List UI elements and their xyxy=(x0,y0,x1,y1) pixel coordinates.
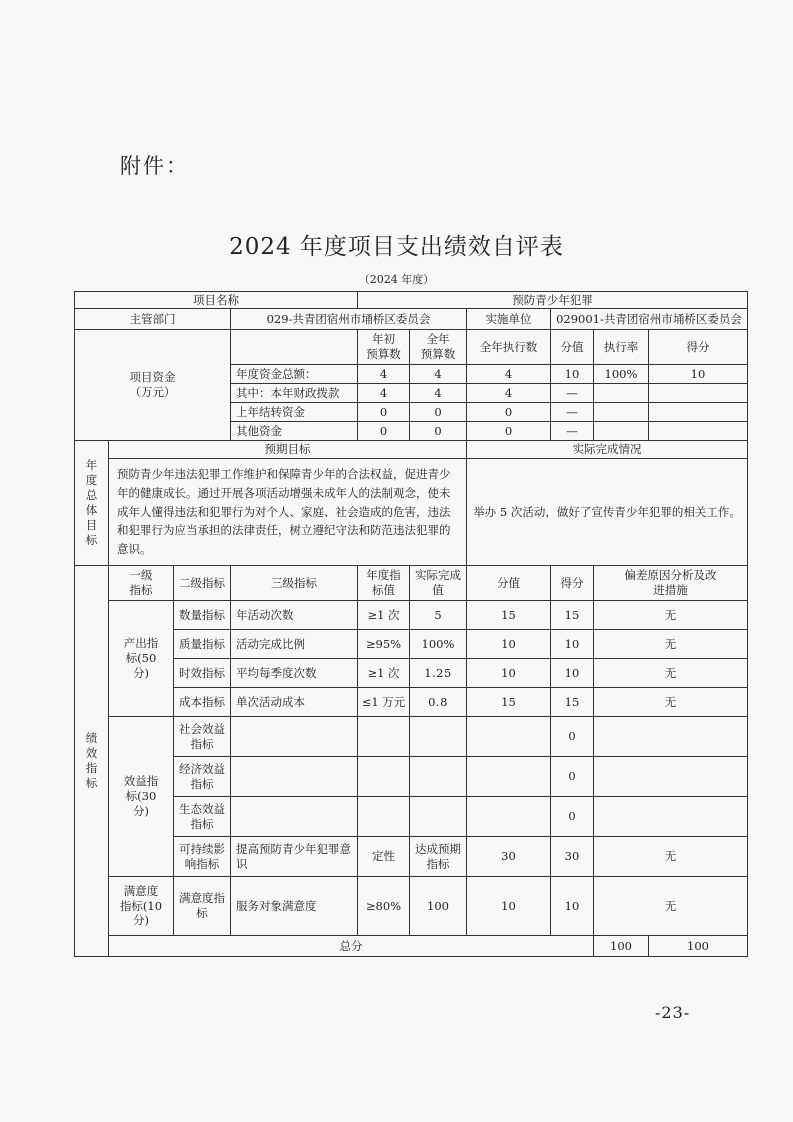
indicator-header-deviation: 偏差原因分析及改 进措施 xyxy=(594,566,748,601)
dept-value: 029-共青团宿州市埇桥区委员会 xyxy=(231,309,467,330)
indicator-header-l1: 一级 指标 xyxy=(109,566,174,601)
indicator-score-val: 10 xyxy=(467,877,551,936)
indicator-score-val xyxy=(467,717,551,757)
indicator-l3 xyxy=(231,797,358,837)
indicator-header-actual: 实际完成值 xyxy=(410,566,467,601)
expected-goal-text: 预防青少年违法犯罪工作维护和保障青少年的合法权益，促进青少年的健康成长。通过开展各项活动增强未成年人的法制观念，使未成年人懂得违法和犯罪行为对个人、家庭、社会造成的危害，违法和犯罪行为应当承担的法律责任，树立遵纪守法和防范违法犯罪的意识。 xyxy=(109,459,467,566)
funds-row-exec: 4 xyxy=(467,384,551,403)
indicator-l3: 服务对象满意度 xyxy=(231,877,358,936)
funds-row-name: 其他资金 xyxy=(231,422,358,441)
page-title: 2024 年度项目支出绩效自评表 xyxy=(229,234,564,260)
funds-row-score-val: — xyxy=(551,384,594,403)
funds-row-rate xyxy=(594,422,649,441)
funds-label: 项目资金 （万元） xyxy=(75,330,231,441)
indicator-score-val: 30 xyxy=(467,837,551,877)
funds-row-rate: 100% xyxy=(594,365,649,384)
indicator-actual xyxy=(410,717,467,757)
total-label: 总分 xyxy=(109,936,594,957)
indicator-target: ≤1 万元 xyxy=(358,688,410,717)
funds-row-score xyxy=(649,384,748,403)
indicator-l3 xyxy=(231,757,358,797)
indicator-target xyxy=(358,757,410,797)
indicator-score: 30 xyxy=(551,837,594,877)
indicator-target: ≥80% xyxy=(358,877,410,936)
indicator-deviation xyxy=(594,717,748,757)
funds-row-name: 其中：本年财政拨款 xyxy=(231,384,358,403)
page-subtitle: （2024 年度） xyxy=(358,273,435,286)
indicator-score: 0 xyxy=(551,797,594,837)
indicator-target: ≥1 次 xyxy=(358,659,410,688)
indicator-actual: 达成预期指标 xyxy=(410,837,467,877)
indicator-actual: 5 xyxy=(410,601,467,630)
total-score-val: 100 xyxy=(594,936,649,957)
indicator-l3: 提高预防青少年犯罪意识 xyxy=(231,837,358,877)
funds-header-initial: 年初 预算数 xyxy=(358,330,410,365)
indicators-label: 绩 效 指 标 xyxy=(75,566,109,957)
funds-row-initial: 4 xyxy=(358,384,410,403)
funds-header-blank xyxy=(231,330,358,365)
unit-value: 029001-共青团宿州市埇桥区委员会 xyxy=(551,309,748,330)
funds-row-name: 年度资金总额： xyxy=(231,365,358,384)
indicator-l2: 数量指标 xyxy=(174,601,231,630)
funds-row-rate xyxy=(594,403,649,422)
indicator-deviation: 无 xyxy=(594,630,748,659)
indicator-score: 10 xyxy=(551,659,594,688)
indicator-target xyxy=(358,717,410,757)
output-indicator-label: 产出指 标(50 分) xyxy=(109,601,174,717)
indicator-l2: 成本指标 xyxy=(174,688,231,717)
indicator-l3: 单次活动成本 xyxy=(231,688,358,717)
indicator-score: 10 xyxy=(551,877,594,936)
funds-row-name: 上年结转资金 xyxy=(231,403,358,422)
funds-header-full: 全年 预算数 xyxy=(410,330,467,365)
total-score: 100 xyxy=(649,936,748,957)
funds-header-rate: 执行率 xyxy=(594,330,649,365)
indicator-l2: 满意度指 标 xyxy=(174,877,231,936)
funds-row-exec: 4 xyxy=(467,365,551,384)
indicator-score-val xyxy=(467,797,551,837)
funds-row-exec: 0 xyxy=(467,422,551,441)
indicator-header-l2: 二级指标 xyxy=(174,566,231,601)
indicator-score: 0 xyxy=(551,717,594,757)
indicator-l2: 可持续影 响指标 xyxy=(174,837,231,877)
expected-goal-header: 预期目标 xyxy=(109,441,467,459)
indicator-score-val: 15 xyxy=(467,601,551,630)
indicator-actual xyxy=(410,797,467,837)
indicator-header-target: 年度指 标值 xyxy=(358,566,410,601)
indicator-deviation: 无 xyxy=(594,877,748,936)
indicator-l2: 时效指标 xyxy=(174,659,231,688)
unit-label: 实施单位 xyxy=(467,309,551,330)
satisfaction-indicator-label: 满意度 指标(10 分) xyxy=(109,877,174,936)
funds-row-score: 10 xyxy=(649,365,748,384)
indicator-deviation: 无 xyxy=(594,601,748,630)
funds-row-score-val: — xyxy=(551,422,594,441)
funds-row-initial: 4 xyxy=(358,365,410,384)
actual-result-text: 举办 5 次活动，做好了宣传青少年犯罪的相关工作。 xyxy=(467,459,748,566)
indicator-actual: 0.8 xyxy=(410,688,467,717)
funds-header-score: 得分 xyxy=(649,330,748,365)
funds-row-full: 0 xyxy=(410,422,467,441)
goals-label: 年 度 总 体 目 标 xyxy=(75,441,109,566)
attachment-label: 附件： xyxy=(120,154,189,178)
funds-row-full: 0 xyxy=(410,403,467,422)
indicator-score-val xyxy=(467,757,551,797)
indicator-score: 15 xyxy=(551,601,594,630)
indicator-deviation xyxy=(594,797,748,837)
indicator-deviation xyxy=(594,757,748,797)
funds-row-full: 4 xyxy=(410,384,467,403)
funds-row-score xyxy=(649,403,748,422)
indicator-deviation: 无 xyxy=(594,837,748,877)
indicator-actual xyxy=(410,757,467,797)
funds-row-score xyxy=(649,422,748,441)
dept-label: 主管部门 xyxy=(75,309,231,330)
indicator-score: 15 xyxy=(551,688,594,717)
indicator-l3: 活动完成比例 xyxy=(231,630,358,659)
indicator-target: 定性 xyxy=(358,837,410,877)
performance-table xyxy=(74,291,748,957)
indicator-header-score: 得分 xyxy=(551,566,594,601)
indicator-actual: 100 xyxy=(410,877,467,936)
indicator-target: ≥95% xyxy=(358,630,410,659)
funds-row-exec: 0 xyxy=(467,403,551,422)
indicator-score: 10 xyxy=(551,630,594,659)
indicator-l3 xyxy=(231,717,358,757)
indicator-actual: 100% xyxy=(410,630,467,659)
benefit-indicator-label: 效益指 标(30 分) xyxy=(109,717,174,877)
indicator-l3: 年活动次数 xyxy=(231,601,358,630)
indicator-score-val: 10 xyxy=(467,659,551,688)
indicator-target: ≥1 次 xyxy=(358,601,410,630)
indicator-l3: 平均每季度次数 xyxy=(231,659,358,688)
funds-row-rate xyxy=(594,384,649,403)
funds-row-initial: 0 xyxy=(358,422,410,441)
indicator-header-score-val: 分值 xyxy=(467,566,551,601)
funds-row-score-val: — xyxy=(551,403,594,422)
indicator-score-val: 15 xyxy=(467,688,551,717)
funds-header-score-val: 分值 xyxy=(551,330,594,365)
indicator-deviation: 无 xyxy=(594,688,748,717)
project-name: 预防青少年犯罪 xyxy=(358,292,748,309)
funds-header-exec: 全年执行数 xyxy=(467,330,551,365)
indicator-deviation: 无 xyxy=(594,659,748,688)
indicator-target xyxy=(358,797,410,837)
indicator-actual: 1.25 xyxy=(410,659,467,688)
funds-row-score-val: 10 xyxy=(551,365,594,384)
actual-result-header: 实际完成情况 xyxy=(467,441,748,459)
indicator-l2: 生态效益 指标 xyxy=(174,797,231,837)
indicator-score-val: 10 xyxy=(467,630,551,659)
indicator-score: 0 xyxy=(551,757,594,797)
page-number: -23- xyxy=(655,1003,691,1022)
indicator-l2: 经济效益 指标 xyxy=(174,757,231,797)
indicator-l2: 质量指标 xyxy=(174,630,231,659)
indicator-l2: 社会效益 指标 xyxy=(174,717,231,757)
funds-row-full: 4 xyxy=(410,365,467,384)
funds-row-initial: 0 xyxy=(358,403,410,422)
project-name-label: 项目名称 xyxy=(75,292,358,309)
indicator-header-l3: 三级指标 xyxy=(231,566,358,601)
